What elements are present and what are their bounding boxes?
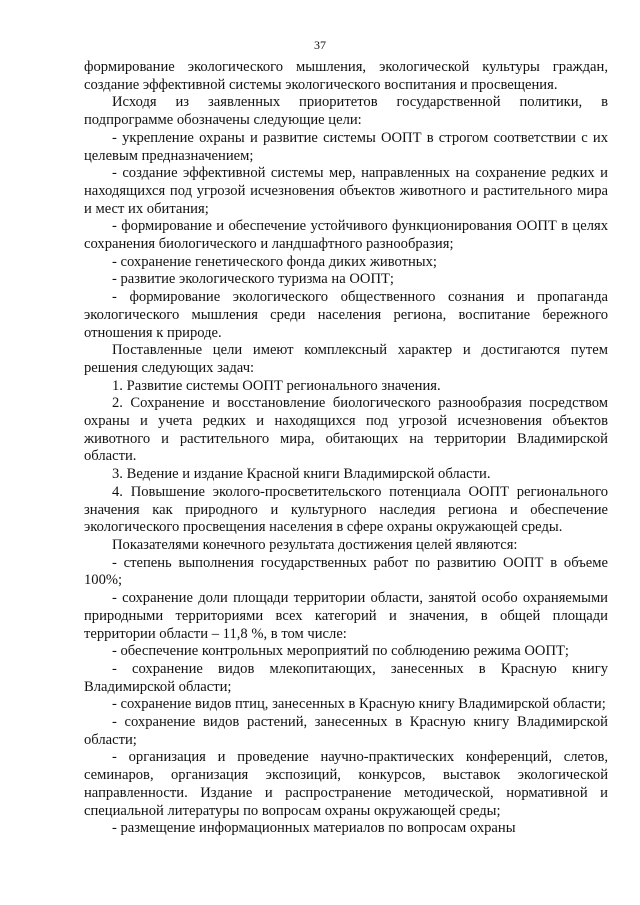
list-item: - создание эффективной системы мер, направленных на сохранение редких и находящихся под угрозой исчезновения объектов животного и растительного мира и мест их обитания;: [84, 165, 608, 217]
numbered-item: 2. Сохранение и восстановление биологического разнообразия посредством охраны и учета редких и находящихся под угрозой исчезновения объектов животного и растительного мира, обитающих на территории Владимирской области.: [84, 395, 608, 465]
paragraph: формирование экологического мышления, экологической культуры граждан, создание эффективной системы экологического воспитания и просвещения.: [84, 59, 608, 93]
list-item: - размещение информационных материалов по вопросам охраны: [112, 820, 516, 837]
list-item: - сохранение генетического фонда диких животных;: [112, 253, 437, 270]
list-item: - сохранение видов млекопитающих, занесенных в Красную книгу Владимирской области;: [84, 660, 608, 695]
list-item: - сохранение видов птиц, занесенных в Красную книгу Владимирской области;: [112, 696, 606, 713]
page-number: 37: [314, 38, 326, 52]
numbered-item: 4. Повышение эколого-просветительского потенциала ООПТ регионального значения как природного и культурного наследия региона и обеспечение экологического просвещения населения в сфере охраны окружающей среды.: [84, 483, 608, 536]
list-item: - обеспечение контрольных мероприятий по соблюдению режима ООПТ;: [112, 643, 569, 660]
list-item: - сохранение доли площади территории области, занятой особо охраняемыми природными территориями всех категорий и значения, в общей площади территории области – 11,8 %, в том числе:: [84, 590, 608, 642]
list-item: - сохранение видов растений, занесенных в Красную книгу Владимирской области;: [84, 714, 608, 748]
paragraph: Поставленные цели имеют комплексный характер и достигаются путем решения следующих задач:: [84, 342, 608, 376]
list-item: - формирование и обеспечение устойчивого функционирования ООПТ в целях сохранения биологического и ландшафтного разнообразия;: [84, 218, 608, 253]
list-item: - степень выполнения государственных работ по развитию ООПТ в объеме 100%;: [84, 554, 608, 589]
list-item: - развитие экологического туризма на ООПТ;: [112, 271, 394, 288]
paragraph: Показателями конечного результата достижения целей являются:: [112, 536, 518, 553]
list-item: - формирование экологического общественного сознания и пропаганда экологического мышления среди населения региона, воспитание бережного отношения к природе.: [84, 289, 608, 341]
list-item: - укрепление охраны и развитие системы ООПТ в строгом соответствии с их целевым предназначением;: [84, 129, 608, 164]
numbered-item: 1. Развитие системы ООПТ регионального значения.: [112, 377, 441, 394]
paragraph: Исходя из заявленных приоритетов государственной политики, в подпрограмме обозначены следующие цели:: [84, 94, 608, 129]
list-item: - организация и проведение научно-практических конференций, слетов, семинаров, организация экспозиций, конкурсов, выставок экологической направленности. Издание и распространение методической, нормативной и специальной литературы по вопросам охраны окружающей среды;: [84, 749, 608, 819]
numbered-item: 3. Ведение и издание Красной книги Владимирской области.: [112, 466, 491, 483]
document-body: [84, 59, 608, 838]
